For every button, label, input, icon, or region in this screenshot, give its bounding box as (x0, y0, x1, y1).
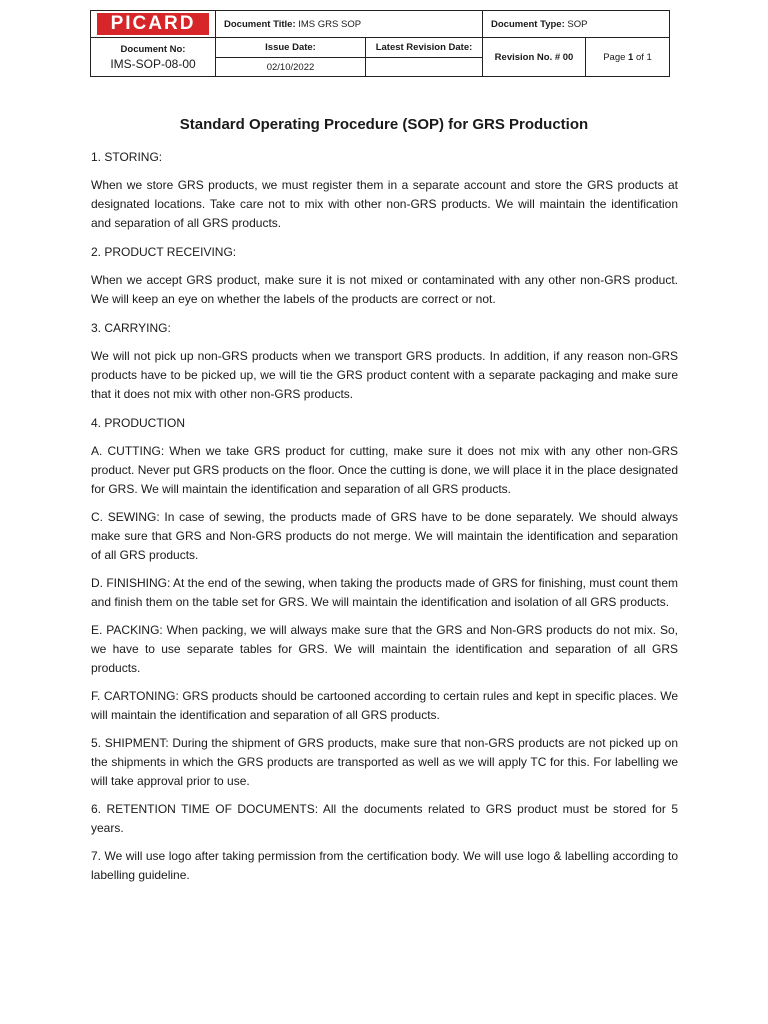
section-storing-body: When we store GRS products, we must register them in a separate account and store the GRS products at designated locations. Take care not to mix with other non-GRS products. We will maintain the identification and separation of all GRS products. (91, 178, 678, 230)
section-carrying-heading: 3. CARRYING: (91, 321, 171, 335)
page-current: 1 (628, 51, 634, 63)
document-type-cell (483, 11, 670, 38)
document-type-label: Document Type: (491, 18, 565, 30)
section-carrying-body: We will not pick up non-GRS products when we transport GRS products. In addition, if any reason non-GRS products have to be picked up, we will tie the GRS product content with a separate packaging and make sure that it does not mix with other non-GRS products. (91, 349, 678, 401)
page-title: Standard Operating Procedure (SOP) for GRS Production (179, 116, 589, 133)
production-packing: E. PACKING: When packing, we will always make sure that the GRS and Non-GRS products do not mix. So, we have to use separate tables for GRS. We will maintain the identification and separation of all GRS products. (91, 623, 678, 675)
document-title-cell (216, 11, 483, 38)
issue-date-value: 02/10/2022 (216, 58, 366, 77)
logo-cell (91, 11, 216, 38)
section-production-heading: 4. PRODUCTION (91, 416, 186, 430)
issue-date-label: Issue Date: (216, 38, 366, 58)
section-storing-heading: 1. STORING: (91, 150, 163, 164)
document-number-label: Document No: (120, 43, 186, 55)
section-retention: 6. RETENTION TIME OF DOCUMENTS: All the documents related to GRS product must be stored for 5 years. (91, 802, 678, 835)
section-shipment: 5. SHIPMENT: During the shipment of GRS products, make sure that non-GRS products are not picked up on the shipments in which the GRS products are transported as well as we will apply TC for this. For labelling we will take approval prior to use. (91, 736, 678, 788)
production-finishing: D. FINISHING: At the end of the sewing, when taking the products made of GRS for finishing, must count them and finish them on the table set for GRS. We will maintain the identification and isolation of all GRS products. (91, 576, 678, 609)
production-cutting: A. CUTTING: When we take GRS product for cutting, make sure it does not mix with any other non-GRS product. Never put GRS products on the floor. Once the cutting is done, we will place it in the place designated for GRS. We will maintain the identification and separation of all GRS products. (91, 444, 678, 496)
document-title-value: IMS GRS SOP (298, 18, 362, 30)
latest-revision-date-value (366, 58, 483, 77)
page-number-cell (586, 38, 670, 77)
document-number-value: IMS-SOP-08-00 (110, 56, 196, 71)
document-number-cell (91, 38, 216, 77)
page-of: of 1 (635, 51, 652, 63)
production-cartoning: F. CARTONING: GRS products should be cartooned according to certain rules and kept in specific places. We will maintain the identification and separation of all GRS products. (91, 689, 678, 722)
revision-number: Revision No. # 00 (483, 38, 586, 77)
document-body (91, 148, 678, 885)
document-header-table (90, 10, 670, 77)
production-sewing: C. SEWING: In case of sewing, the products made of GRS have to be done separately. We should always make sure that GRS and Non-GRS products do not merge. We will maintain the identification and separation of all GRS products. (91, 510, 678, 562)
page-prefix: Page (603, 51, 626, 63)
section-logo-usage: 7. We will use logo after taking permission from the certification body. We will use logo & labelling according to labelling guideline. (91, 849, 678, 882)
section-receiving-heading: 2. PRODUCT RECEIVING: (91, 245, 237, 259)
section-receiving-body: When we accept GRS product, make sure it is not mixed or contaminated with any other non-GRS product. We will keep an eye on whether the labels of the products are correct or not. (91, 273, 678, 306)
latest-revision-date-label: Latest Revision Date: (366, 38, 483, 58)
picard-logo: PICARD (97, 13, 209, 35)
document-title-label: Document Title: (224, 18, 296, 30)
document-type-value: SOP (567, 18, 588, 30)
